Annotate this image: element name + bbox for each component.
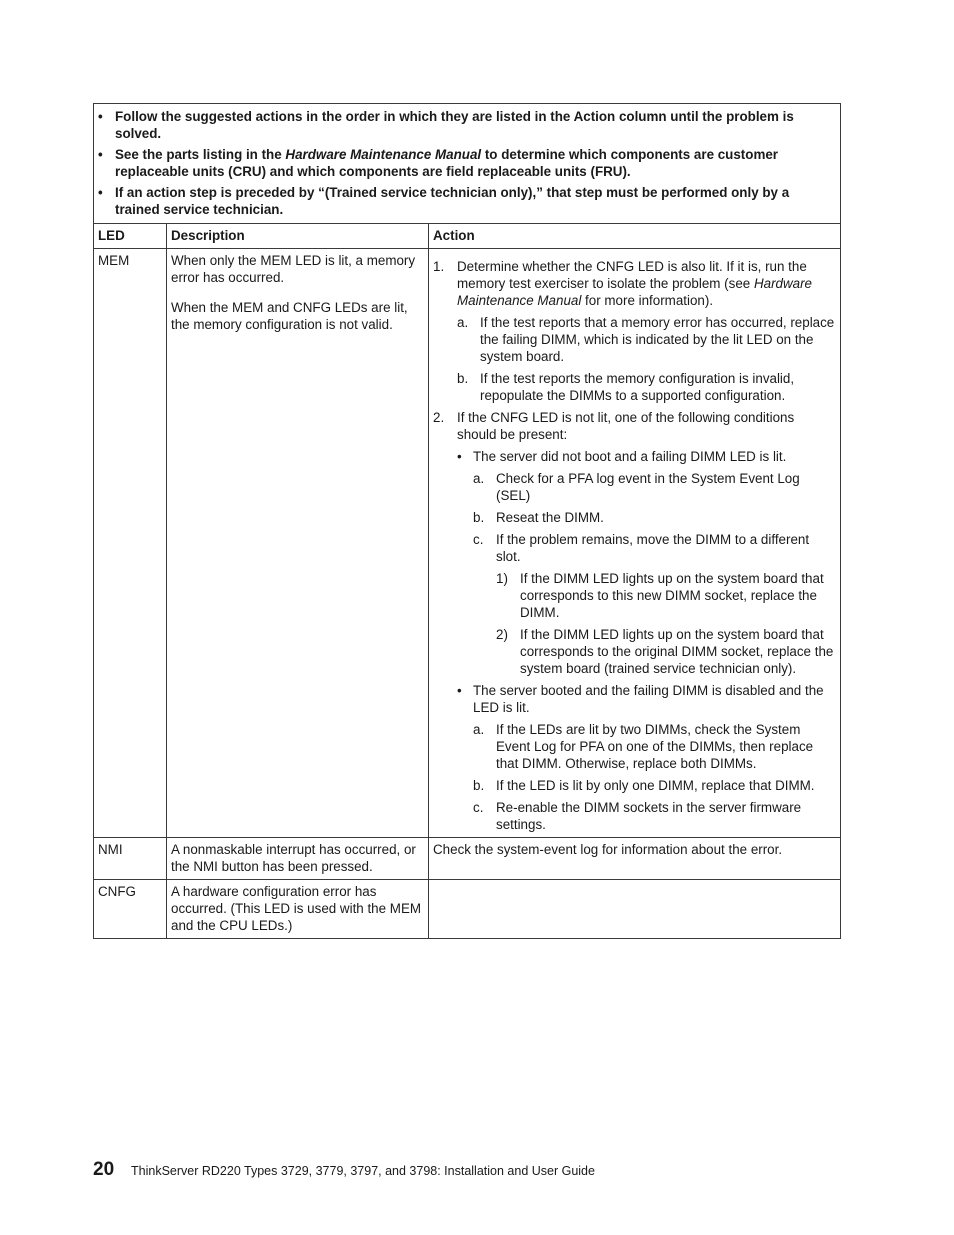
action-substep: b. If the test reports the memory configuration is invalid, repopulate the DIMMs to a supported configuration.: [457, 371, 795, 403]
description-cell: [167, 249, 429, 838]
header-description: Description: [167, 224, 429, 249]
led-cell: NMI: [94, 838, 167, 880]
action-substep: b. If the LED is lit by only one DIMM, replace that DIMM.: [473, 778, 815, 793]
header-led: LED: [94, 224, 167, 249]
action-bullet: • The server booted and the failing DIMM is disabled and the LED is lit.: [457, 683, 824, 715]
action-cell: Check the system-event log for information about the error.: [429, 838, 841, 880]
manual-title: Hardware Maintenance Manual: [457, 276, 813, 308]
notes-cell: [94, 104, 841, 224]
led-diagnostics-table: [93, 103, 841, 939]
bullet-glyph: •: [457, 683, 462, 698]
description-cell: A nonmaskable interrupt has occurred, or the NMI button has been pressed.: [167, 838, 429, 880]
bullet-glyph: •: [98, 147, 103, 162]
page-number: 20: [93, 1159, 115, 1180]
table-row-cnfg: [94, 880, 841, 939]
bullet-glyph: •: [98, 185, 103, 200]
description-cell: A hardware configuration error has occurred. (This LED is used with the MEM and the CPU LEDs.): [167, 880, 429, 939]
description-paragraph: When the MEM and CNFG LEDs are lit, the memory configuration is not valid.: [171, 300, 408, 332]
action-substep: b. Reseat the DIMM.: [473, 510, 604, 525]
action-cell: [429, 249, 841, 838]
bullet-glyph: •: [457, 449, 462, 464]
led-cell: MEM: [94, 249, 167, 838]
action-substep: c. If the problem remains, move the DIMM to a different slot.: [473, 532, 810, 564]
action-bullet: • The server did not boot and a failing DIMM LED is lit.: [457, 449, 787, 464]
table-row-mem: [94, 249, 841, 838]
description-paragraph: When only the MEM LED is lit, a memory error has occurred.: [171, 253, 416, 285]
action-subsubstep: 2) If the DIMM LED lights up on the system board that corresponds to the original DIMM socket, replace the system board (trained service technician only).: [496, 627, 834, 676]
table-row-nmi: [94, 838, 841, 880]
led-cell: CNFG: [94, 880, 167, 939]
header-action: Action: [429, 224, 841, 249]
notes-row: [94, 104, 841, 224]
manual-title: Hardware Maintenance Manual: [285, 147, 482, 162]
action-substep: a. If the LEDs are lit by two DIMMs, check the System Event Log for PFA on one of the DIMMs, then replace that DIMM. Otherwise, replace both DIMMs.: [473, 722, 814, 771]
action-step: 2. If the CNFG LED is not lit, one of the following conditions should be present:: [433, 410, 795, 442]
page-footer: [93, 1161, 595, 1180]
note-item: • Follow the suggested actions in the order in which they are listed in the Action column until the problem is solved.: [98, 109, 794, 141]
action-substep: a. Check for a PFA log event in the System Event Log (SEL): [473, 471, 800, 503]
action-step: 1. Determine whether the CNFG LED is also lit. If it is, run the memory test exerciser to isolate the problem (see Hardware Maintenance Manual for more information).: [433, 259, 813, 308]
table-header-row: [94, 224, 841, 249]
action-cell: [429, 880, 841, 939]
note-item: • See the parts listing in the Hardware Maintenance Manual to determine which components are customer replaceable units (CRU) and which components are field replaceable units (FRU).: [98, 147, 779, 179]
bullet-glyph: •: [98, 109, 103, 124]
action-substep: c. Re-enable the DIMM sockets in the server firmware settings.: [473, 800, 802, 832]
action-substep: a. If the test reports that a memory error has occurred, replace the failing DIMM, which is indicated by the lit LED on the system board.: [457, 315, 835, 364]
note-item: • If an action step is preceded by “(Trained service technician only),” that step must be performed only by a trained service technician.: [98, 185, 790, 217]
footer-title: ThinkServer RD220 Types 3729, 3779, 3797, and 3798: Installation and User Guide: [131, 1164, 595, 1178]
action-subsubstep: 1) If the DIMM LED lights up on the system board that corresponds to this new DIMM socket, replace the DIMM.: [496, 571, 824, 620]
